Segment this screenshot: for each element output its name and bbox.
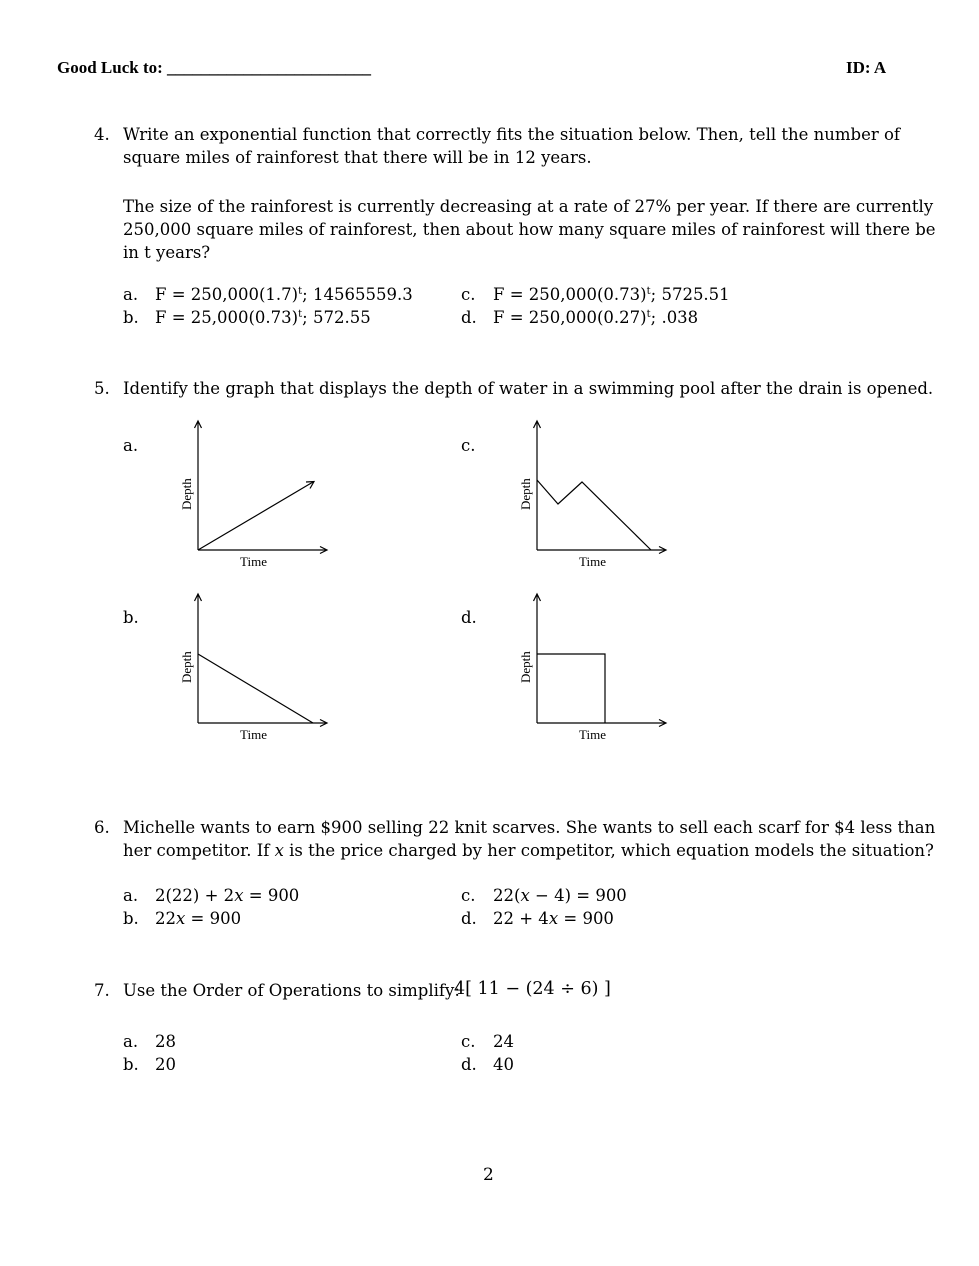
q7-choice-a-label: a.: [123, 1032, 139, 1051]
q5-choice-d-label: d.: [461, 608, 477, 627]
q4-number: 4.: [94, 125, 110, 144]
q6-choice-a-label: a.: [123, 886, 139, 905]
q7-choice-c-label: c.: [461, 1032, 476, 1051]
q5-choice-b-label: b.: [123, 608, 139, 627]
q6-choice-d-label: d.: [461, 909, 477, 928]
q7-choice-a: 28: [155, 1032, 176, 1051]
q6-choice-d: 22 + 4x = 900: [493, 909, 614, 928]
q6-choice-b-label: b.: [123, 909, 139, 928]
q4-choice-a-label: a.: [123, 285, 139, 304]
q7-choice-b: 20: [155, 1055, 176, 1074]
q4-choice-b: $F = 25,000(0.73)^t$; 572.55: [155, 308, 371, 327]
q4-choice-d: $F = 250,000(0.27)^t$; .038: [493, 308, 699, 327]
q4-scenario-line3: in t years?: [123, 243, 211, 262]
y-axis-label: Depth: [518, 651, 533, 683]
q6-number: 6.: [94, 818, 110, 837]
q7-expression: 4[ 11 − (24 ÷ 6) ]: [454, 979, 611, 999]
x-axis-label: Time: [579, 554, 606, 569]
q4-scenario-line1: The size of the rainforest is currently decreasing at a rate of 27% per year. If there are currently: [123, 197, 934, 216]
q5-graph-b: [175, 591, 335, 746]
q7-number: 7.: [94, 981, 110, 1000]
page-number: 2: [483, 1165, 494, 1185]
q5-graph-a: [175, 418, 335, 573]
q7-choice-d-label: d.: [461, 1055, 477, 1074]
q7-choice-c: 24: [493, 1032, 514, 1051]
q4-scenario-line2: 250,000 square miles of rainforest, then about how many square miles of rainforest will there be: [123, 220, 936, 239]
graph-b-line: [198, 654, 313, 723]
x-axis-label: Time: [240, 554, 267, 569]
q5-choice-a-label: a.: [123, 436, 139, 455]
q4-choice-a: $F = 250,000(1.7)^t$; 14565559.3: [155, 285, 413, 304]
q5-graph-d: [514, 591, 674, 746]
q6-prompt-line2: her competitor. If x is the price charged by her competitor, which equation models the situation?: [123, 841, 934, 860]
x-axis-label: Time: [240, 727, 267, 742]
x-axis-label: Time: [579, 727, 606, 742]
test-id: ID: A: [846, 58, 887, 77]
q5-choice-c-label: c.: [461, 436, 476, 455]
graph-a-line: [198, 482, 313, 550]
q6-prompt-line1: Michelle wants to earn $900 selling 22 knit scarves. She wants to sell each scarf for $4 less than: [123, 818, 936, 837]
q4-choice-c: $F = 250,000(0.73)^t$; 5725.51: [493, 285, 730, 304]
q7-choice-d: 40: [493, 1055, 514, 1074]
q5-graph-c: [514, 418, 674, 573]
q4-prompt-line1: Write an exponential function that correctly fits the situation below. Then, tell the number of: [123, 125, 901, 144]
y-axis-label: Depth: [179, 651, 194, 683]
q4-choice-c-label: c.: [461, 285, 476, 304]
q5-number: 5.: [94, 379, 110, 398]
q6-choice-b: 22x = 900: [155, 909, 242, 928]
graph-c-line: [537, 480, 651, 550]
q4-choice-d-label: d.: [461, 308, 477, 327]
student-name-line: Good Luck to: ________________________: [57, 58, 372, 77]
q4-choice-b-label: b.: [123, 308, 139, 327]
q4-prompt-line2: square miles of rainforest that there will be in 12 years.: [123, 148, 592, 167]
q6-choice-a: 2(22) + 2x = 900: [155, 886, 300, 905]
y-axis-label: Depth: [518, 478, 533, 510]
q6-choice-c: 22(x − 4) = 900: [493, 886, 627, 905]
q7-choice-b-label: b.: [123, 1055, 139, 1074]
q6-choice-c-label: c.: [461, 886, 476, 905]
q5-prompt: Identify the graph that displays the depth of water in a swimming pool after the drain is opened.: [123, 379, 934, 398]
graph-d-line: [537, 654, 605, 723]
y-axis-label: Depth: [179, 478, 194, 510]
q7-prompt: Use the Order of Operations to simplify:: [123, 981, 460, 1000]
